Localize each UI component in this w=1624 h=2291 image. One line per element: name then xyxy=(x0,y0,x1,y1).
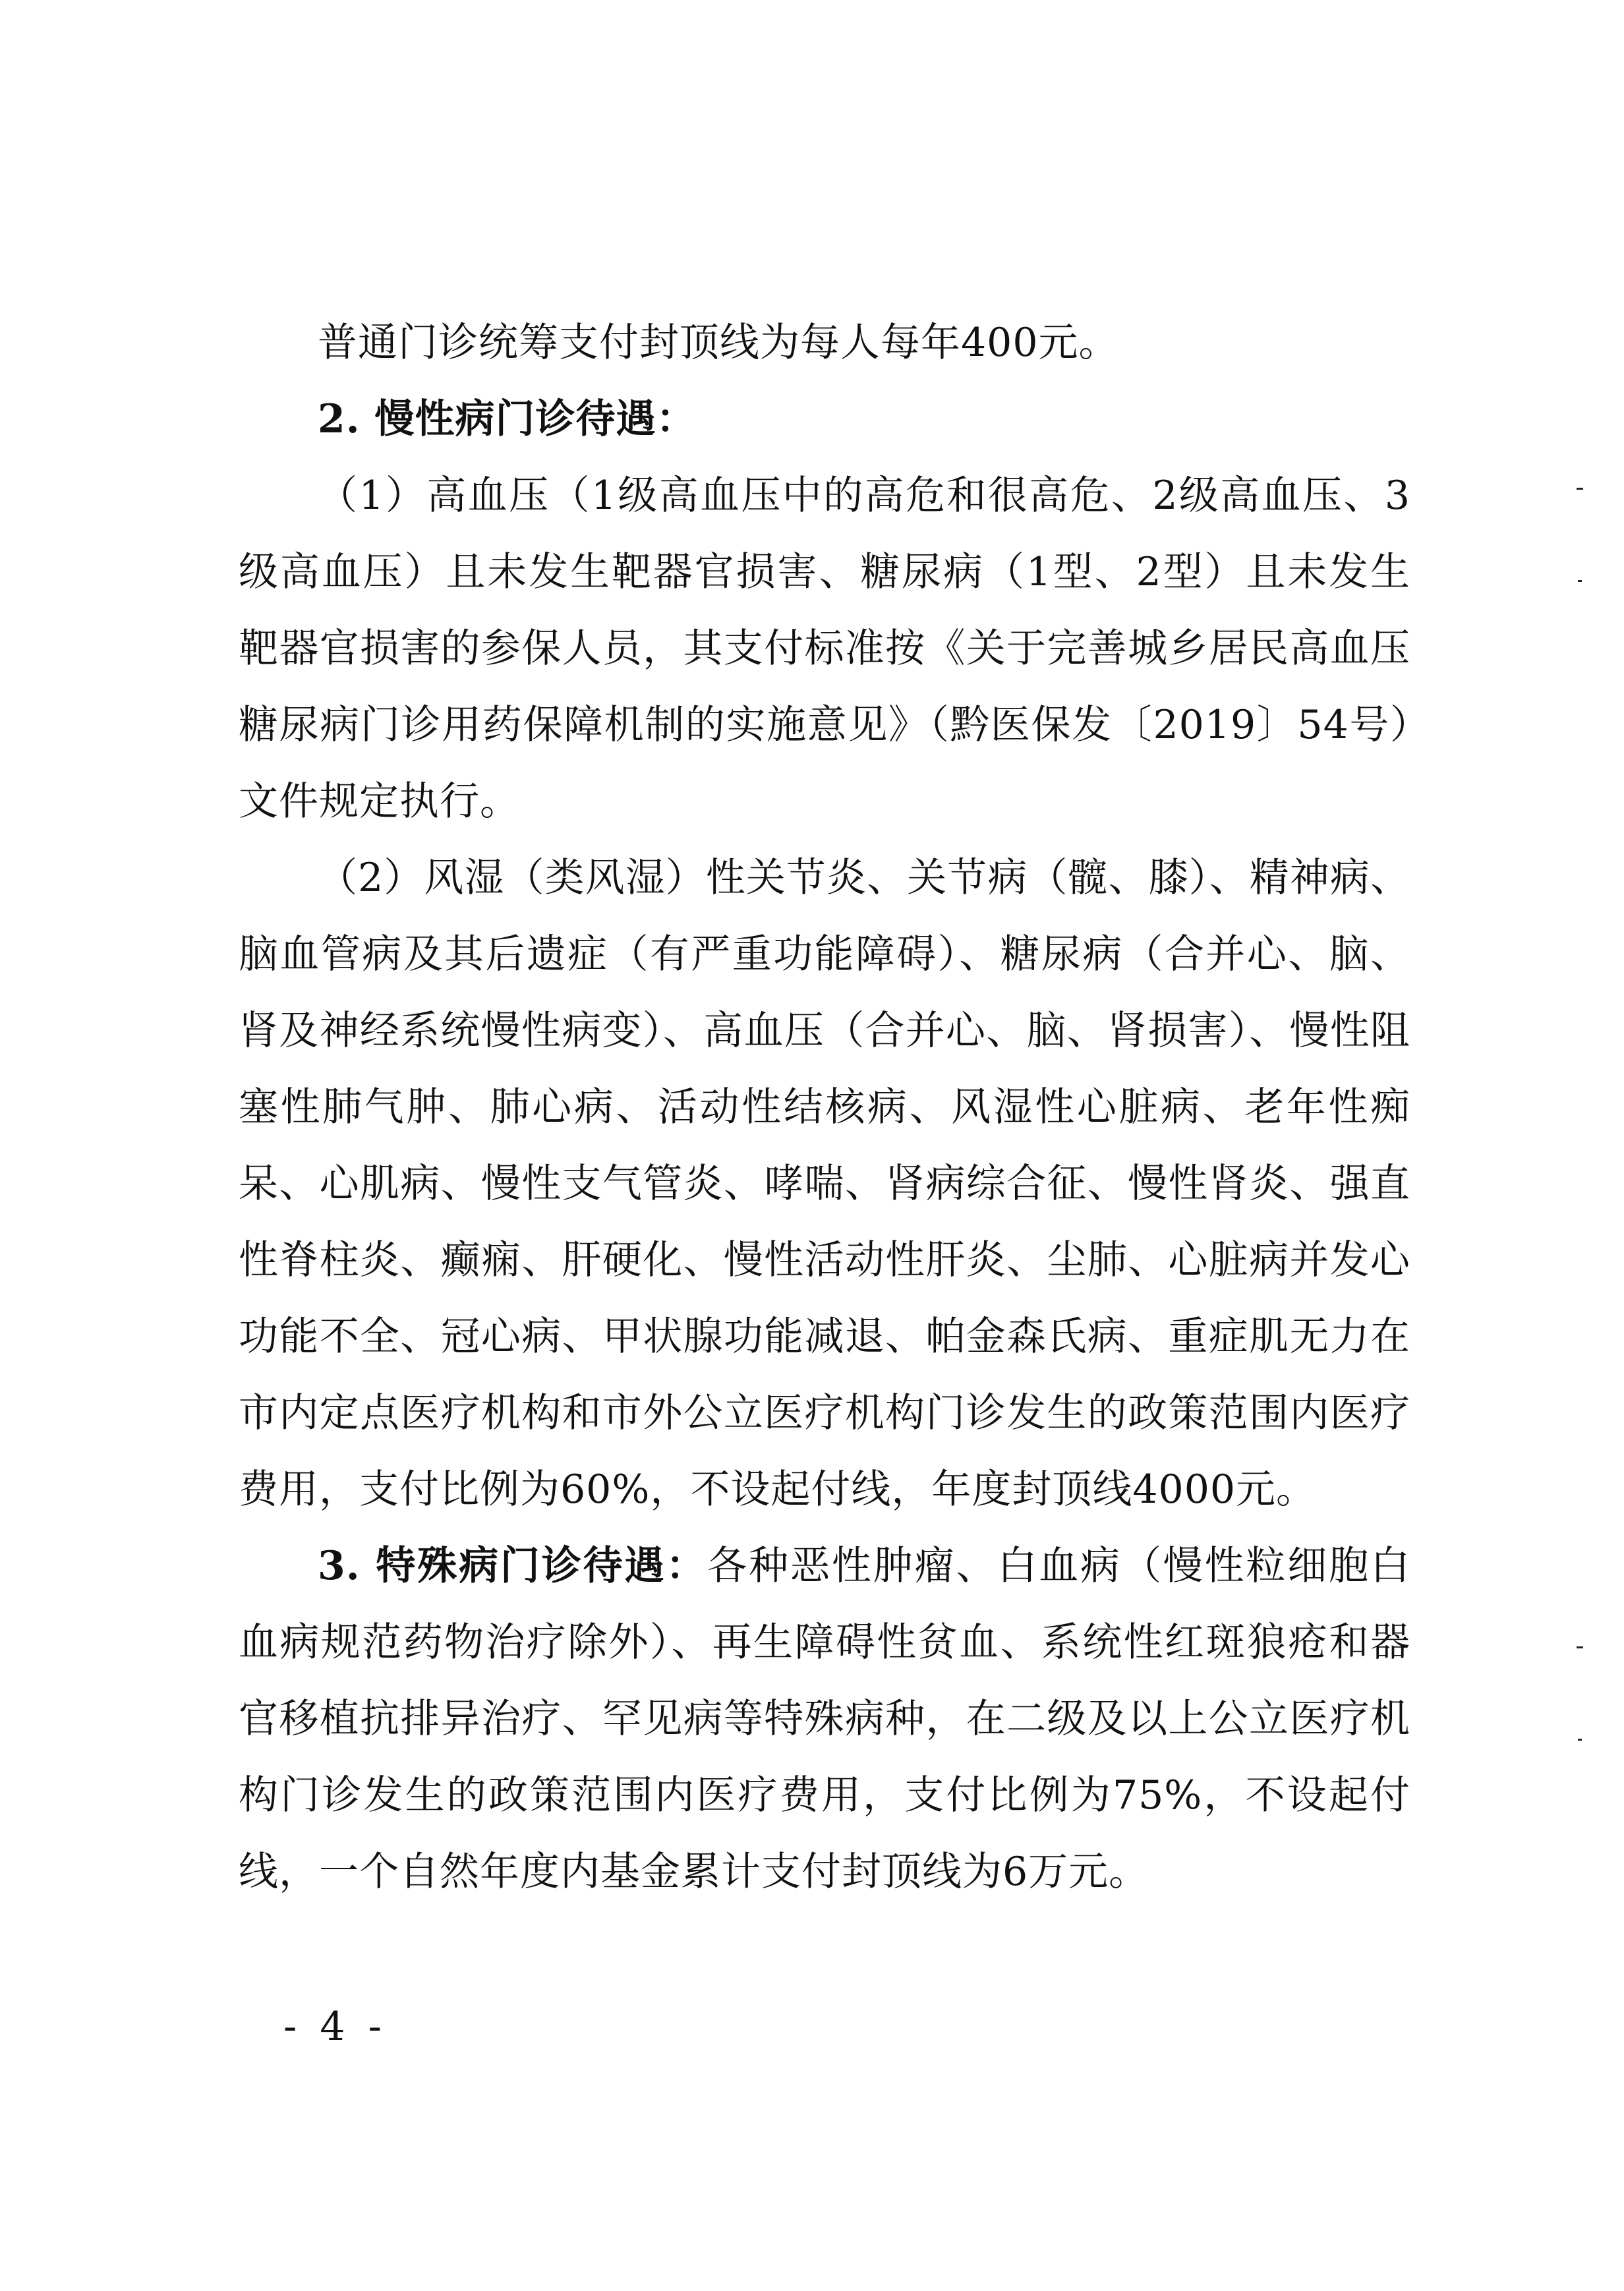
scan-mark xyxy=(1577,1646,1583,1648)
heading-text: 3. 特殊病门诊待遇： xyxy=(318,1543,708,1589)
scan-mark xyxy=(1578,580,1582,582)
scan-mark xyxy=(1578,1739,1582,1741)
paragraph-chronic-disease-list xyxy=(239,840,1410,1528)
paragraph-text: 普通门诊统筹支付封顶线为每人每年400元。 xyxy=(318,320,1119,366)
page-number: - 4 - xyxy=(283,2004,387,2050)
scan-mark xyxy=(1577,488,1583,490)
paragraph-text: （2）风湿（类风湿）性关节炎、关节病（髋、膝）、精神病、脑血管病及其后遗症（有严重功能障碍）、糖尿病（合并心、脑、肾及神经系统慢性病变）、高血压（合并心、脑、肾损害）、慢性阻塞性肺气肿、肺心病、活动性结核病、风湿性心脏病、老年性痴呆、心肌病、慢性支气管炎、哮喘、肾病综合征、慢性肾炎、强直性脊柱炎、癫痫、肝硬化、慢性活动性肝炎、尘肺、心脏病并发心功能不全、冠心病、甲状腺功能减退、帕金森氏病、重症肌无力在市内定点医疗机构和市外公立医疗机构门诊发生的政策范围内医疗费用，支付比例为60%，不设起付线，年度封顶线4000元。 xyxy=(239,855,1410,1513)
paragraph-text: 各种恶性肿瘤、白血病（慢性粒细胞白血病规范药物治疗除外）、再生障碍性贫血、系统性红斑狼疮和器官移植抗排异治疗、罕见病等特殊病种，在二级及以上公立医疗机构门诊发生的政策范围内医疗费用，支付比例为75%，不设起付线，一个自然年度内基金累计支付封顶线为6万元。 xyxy=(239,1543,1411,1895)
document-body xyxy=(239,304,1410,1910)
paragraph-hypertension-diabetes xyxy=(239,457,1410,840)
paragraph-outpatient-cap xyxy=(239,304,1410,381)
section-heading-chronic xyxy=(239,381,1410,457)
paragraph-text: （1）高血压（1级高血压中的高危和很高危、2级高血压、3级高血压）且未发生靶器官损害、糖尿病（1型、2型）且未发生靶器官损害的参保人员，其支付标准按《关于完善城乡居民高血压糖尿病门诊用药保障机制的实施意见》（黔医保发〔2019〕54号）文件规定执行。 xyxy=(239,473,1410,825)
heading-text: 2. 慢性病门诊待遇： xyxy=(318,396,697,442)
paragraph-special-disease xyxy=(239,1528,1410,1910)
